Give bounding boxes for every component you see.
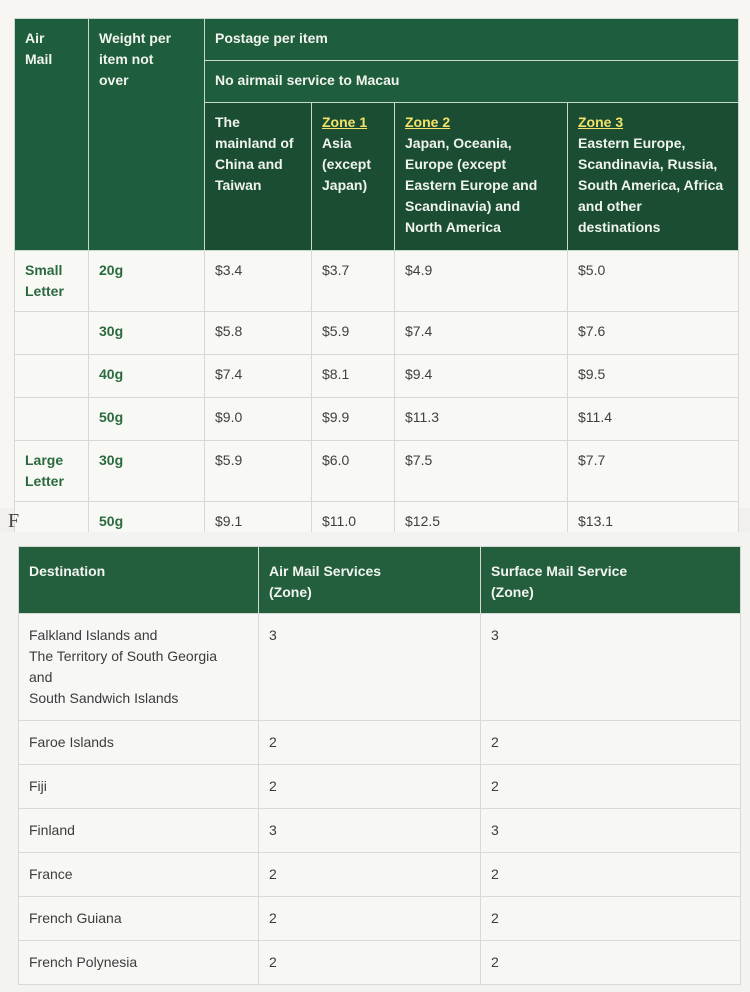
price-zone2: $11.3 <box>395 398 568 441</box>
air-zone-cell: 2 <box>259 721 481 765</box>
postage-row <box>15 312 739 355</box>
weight-cell: 20g <box>89 251 205 312</box>
destination-row <box>19 809 741 853</box>
postage-row <box>15 355 739 398</box>
destination-line: and <box>29 669 53 685</box>
surface-zone-cell: 2 <box>481 941 741 985</box>
destination-line: France <box>29 866 73 882</box>
price-zone3: $13.1 <box>568 502 739 545</box>
destination-line: French Guiana <box>29 910 122 926</box>
price-zone3: $5.0 <box>568 251 739 312</box>
price-mainland: $5.9 <box>205 441 312 502</box>
destination-cell <box>19 897 259 941</box>
weight-cell: 40g <box>89 355 205 398</box>
destination-row <box>19 941 741 985</box>
header-air-mail-services: Air Mail Services (Zone) <box>259 547 481 614</box>
destination-cell <box>19 853 259 897</box>
destination-table-panel <box>0 532 750 992</box>
weight-cell: 30g <box>89 312 205 355</box>
postage-row <box>15 251 739 312</box>
price-zone3: $7.6 <box>568 312 739 355</box>
price-zone1: $11.0 <box>312 502 395 545</box>
zone3-link[interactable]: Zone 3 <box>578 114 624 130</box>
row-group-label <box>15 398 89 441</box>
weight-cell: 50g <box>89 502 205 545</box>
air-zone-cell: 2 <box>259 853 481 897</box>
row-group-label <box>15 312 89 355</box>
price-zone3: $7.7 <box>568 441 739 502</box>
section-letter: F <box>8 510 20 532</box>
destination-row <box>19 853 741 897</box>
header-zone2: Zone 2 Japan, Oceania, Europe (except Eastern Europe and Scandinavia) and North America <box>395 103 568 251</box>
price-zone1: $6.0 <box>312 441 395 502</box>
price-mainland: $9.0 <box>205 398 312 441</box>
price-zone2: $4.9 <box>395 251 568 312</box>
destination-line: South Sandwich Islands <box>29 690 179 706</box>
air-zone-cell: 2 <box>259 765 481 809</box>
surface-zone-cell: 2 <box>481 765 741 809</box>
price-zone1: $5.9 <box>312 312 395 355</box>
row-group-label: Large Letter <box>15 441 89 502</box>
destination-line: Falkland Islands and <box>29 627 158 643</box>
price-zone3: $11.4 <box>568 398 739 441</box>
header-no-airmail-macau: No airmail service to Macau <box>205 61 739 103</box>
destination-table <box>18 546 741 985</box>
destination-cell <box>19 941 259 985</box>
price-zone2: $7.5 <box>395 441 568 502</box>
surface-zone-cell: 3 <box>481 809 741 853</box>
destination-row <box>19 897 741 941</box>
destination-line: Finland <box>29 822 75 838</box>
air-zone-cell: 2 <box>259 897 481 941</box>
destination-line: Faroe Islands <box>29 734 114 750</box>
price-zone2: $9.4 <box>395 355 568 398</box>
destination-row <box>19 765 741 809</box>
destination-cell <box>19 614 259 721</box>
price-mainland: $7.4 <box>205 355 312 398</box>
zone1-link[interactable]: Zone 1 <box>322 114 368 130</box>
air-zone-cell: 2 <box>259 941 481 985</box>
destination-cell <box>19 809 259 853</box>
postage-table-body <box>15 251 739 545</box>
postage-table <box>14 18 739 545</box>
price-mainland: $9.1 <box>205 502 312 545</box>
destination-row <box>19 721 741 765</box>
price-zone1: $3.7 <box>312 251 395 312</box>
destination-row <box>19 614 741 721</box>
price-zone2: $12.5 <box>395 502 568 545</box>
row-group-label: Small Letter <box>15 251 89 312</box>
postage-row <box>15 441 739 502</box>
header-destination: Destination <box>19 547 259 614</box>
header-postage-per-item: Postage per item <box>205 19 739 61</box>
surface-zone-cell: 2 <box>481 897 741 941</box>
air-zone-cell: 3 <box>259 809 481 853</box>
destination-table-body <box>19 614 741 985</box>
destination-line: Fiji <box>29 778 47 794</box>
surface-zone-cell: 2 <box>481 853 741 897</box>
header-zone1: Zone 1 Asia (except Japan) <box>312 103 395 251</box>
postage-row <box>15 398 739 441</box>
surface-zone-cell: 3 <box>481 614 741 721</box>
price-zone3: $9.5 <box>568 355 739 398</box>
destination-cell <box>19 765 259 809</box>
price-mainland: $5.8 <box>205 312 312 355</box>
air-zone-cell: 3 <box>259 614 481 721</box>
destination-line: French Polynesia <box>29 954 138 970</box>
weight-cell: 50g <box>89 398 205 441</box>
surface-zone-cell: 2 <box>481 721 741 765</box>
header-air-mail: Air Mail <box>15 19 89 251</box>
price-zone2: $7.4 <box>395 312 568 355</box>
price-mainland: $3.4 <box>205 251 312 312</box>
price-zone1: $9.9 <box>312 398 395 441</box>
destination-line: The Territory of South Georgia <box>29 648 218 664</box>
weight-cell: 30g <box>89 441 205 502</box>
header-mainland: The mainland of China and Taiwan <box>205 103 312 251</box>
price-zone1: $8.1 <box>312 355 395 398</box>
row-group-label <box>15 355 89 398</box>
destination-cell <box>19 721 259 765</box>
zone2-link[interactable]: Zone 2 <box>405 114 451 130</box>
header-surface-mail-service: Surface Mail Service (Zone) <box>481 547 741 614</box>
header-weight: Weight per item not over <box>89 19 205 251</box>
header-zone3: Zone 3 Eastern Europe, Scandinavia, Russia, South America, Africa and other destinations <box>568 103 739 251</box>
